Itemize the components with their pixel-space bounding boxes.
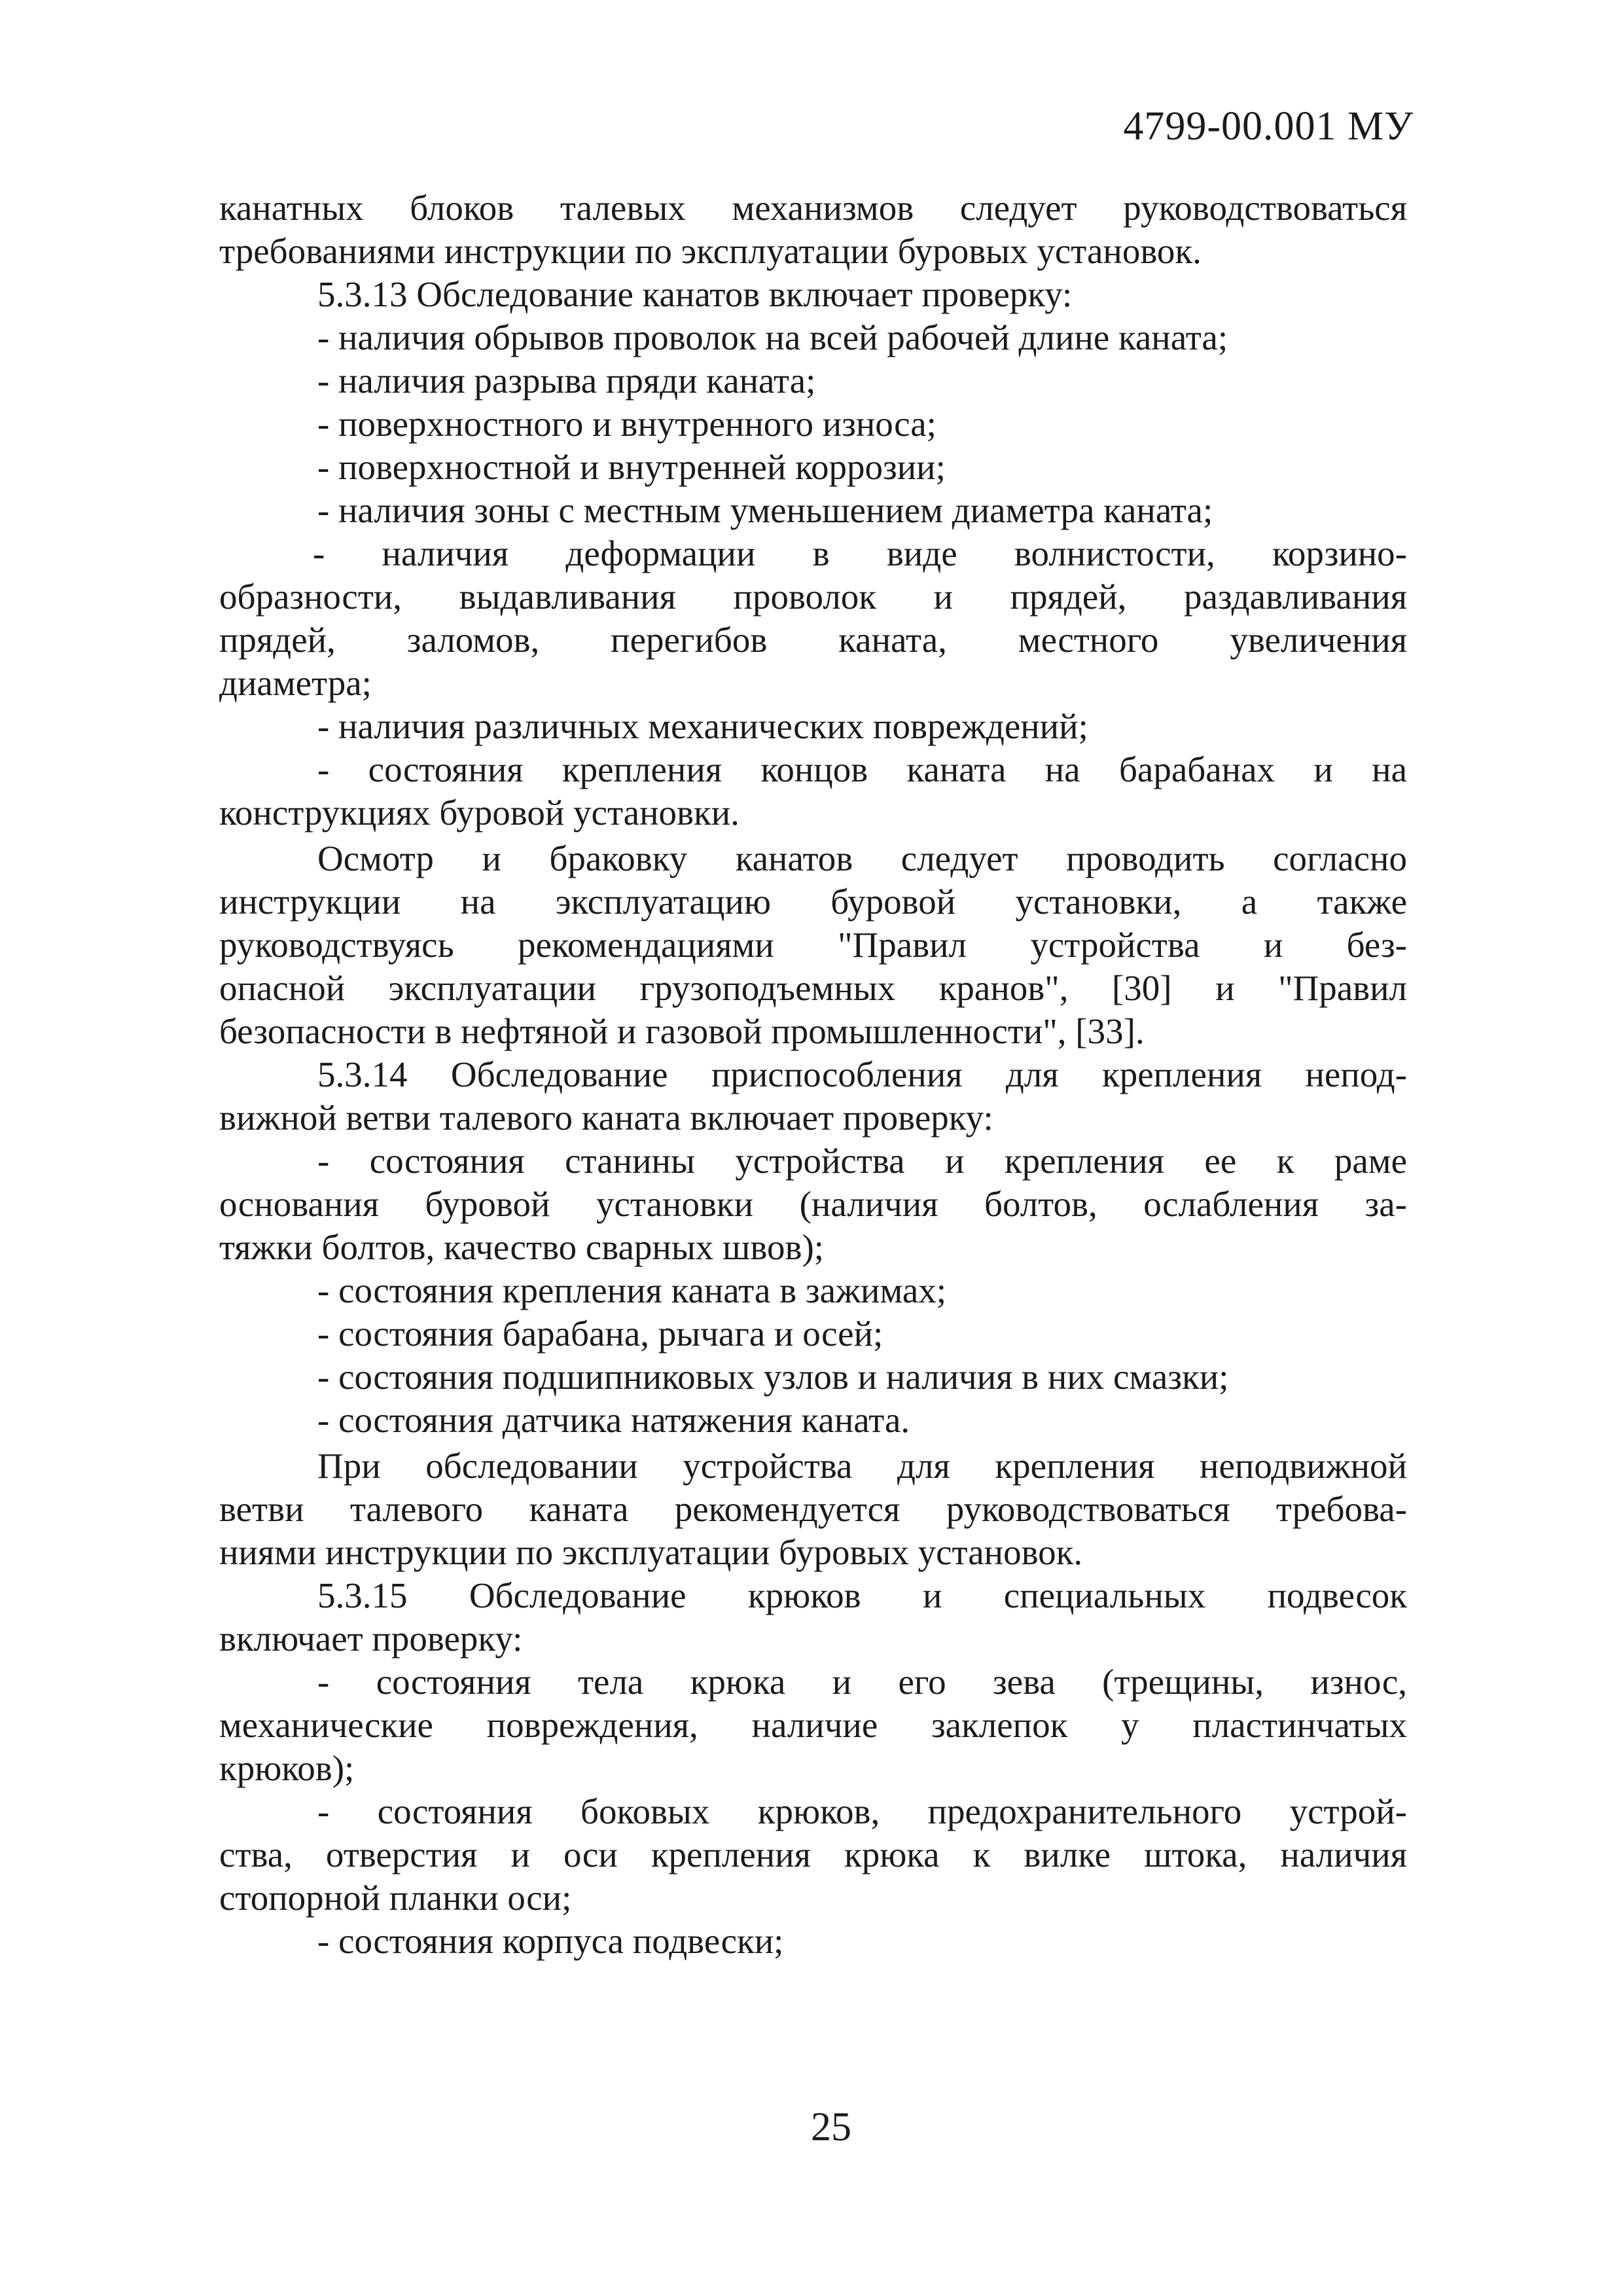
list-item: - состояния подшипниковых узлов и наличия в них смазки; xyxy=(317,1357,1229,1397)
page-footer xyxy=(0,2104,1623,2151)
text-line: конструкциях буровой установки. xyxy=(219,793,740,833)
paragraph-line: При обследовании устройства для крепления неподвижной xyxy=(317,1446,1407,1486)
text-line: крюков); xyxy=(219,1748,355,1788)
list-item: - состояния крепления концов каната на барабанах и на xyxy=(317,749,1407,789)
list-item: - состояния станины устройства и крепления ее к раме xyxy=(317,1141,1407,1181)
section-heading: 5.3.15 Обследование крюков и специальных подвесок xyxy=(317,1575,1407,1615)
document-body xyxy=(219,187,1407,1963)
section-heading: 5.3.14 Обследование приспособления для крепления непод- xyxy=(317,1054,1407,1094)
list-item: - наличия разрыва пряди каната; xyxy=(317,361,816,401)
text-line: ства, отверстия и оси крепления крюка к вилке штока, наличия xyxy=(219,1835,1407,1874)
list-item: - наличия деформации в виде волнистости, корзино- xyxy=(313,533,1407,573)
list-item: - поверхностного и внутренного износа; xyxy=(317,404,936,444)
document-code: 4799-00.001 МУ xyxy=(1123,104,1414,149)
list-item: - состояния корпуса подвески; xyxy=(317,1921,784,1961)
text-line: руководствуясь рекомендациями "Правил устройства и без- xyxy=(219,925,1407,965)
text-line: стопорной планки оси; xyxy=(219,1878,572,1918)
text-line: прядей, заломов, перегибов каната, местного увеличения xyxy=(219,620,1407,660)
list-item: - состояния барабана, рычага и осей; xyxy=(317,1314,883,1354)
text-line: диаметра; xyxy=(219,663,372,703)
text-line: тяжки болтов, качество сварных швов); xyxy=(219,1227,825,1267)
text-line: основания буровой установки (наличия болтов, ослабления за- xyxy=(219,1184,1407,1224)
page-number: 25 xyxy=(811,2105,851,2149)
text-line: опасной эксплуатации грузоподъемных кранов", [30] и "Правил xyxy=(219,968,1407,1008)
text-line: ниями инструкции по эксплуатации буровых установок. xyxy=(219,1532,1083,1572)
list-item: - состояния боковых крюков, предохранительного устрой- xyxy=(317,1791,1407,1831)
text-line: инструкции на эксплуатацию буровой установки, а также xyxy=(219,882,1407,922)
text-line: включает проверку: xyxy=(219,1619,523,1659)
list-item: - наличия обрывов проволок на всей рабочей длине каната; xyxy=(317,317,1228,357)
list-item: - наличия зоны с местным уменьшением диаметра каната; xyxy=(317,490,1213,530)
text-line: ветви талевого каната рекомендуется руководствоваться требова- xyxy=(219,1489,1407,1529)
text-line: требованиями инструкции по эксплуатации буровых установок. xyxy=(219,231,1202,271)
text-line: механические повреждения, наличие заклепок у пластинчатых xyxy=(219,1705,1407,1745)
list-item: - наличия различных механических повреждений; xyxy=(317,706,1088,746)
text-line: безопасности в нефтяной и газовой промышленности", [33]. xyxy=(219,1011,1145,1051)
list-item: - состояния датчика натяжения каната. xyxy=(317,1400,910,1440)
text-line: вижной ветви талевого каната включает проверку: xyxy=(219,1098,993,1138)
paragraph-line: Осмотр и браковку канатов следует проводить согласно xyxy=(317,838,1407,878)
list-item: - состояния крепления каната в зажимах; xyxy=(317,1270,947,1310)
list-item: - поверхностной и внутренней коррозии; xyxy=(317,447,946,487)
list-item: - состояния тела крюка и его зева (трещины, износ, xyxy=(317,1662,1407,1702)
text-line: канатных блоков талевых механизмов следует руководствоваться xyxy=(219,188,1407,228)
section-heading: 5.3.13 Обследование канатов включает проверку: xyxy=(317,274,1073,314)
text-line: образности, выдавливания проволок и прядей, раздавливания xyxy=(219,577,1407,617)
